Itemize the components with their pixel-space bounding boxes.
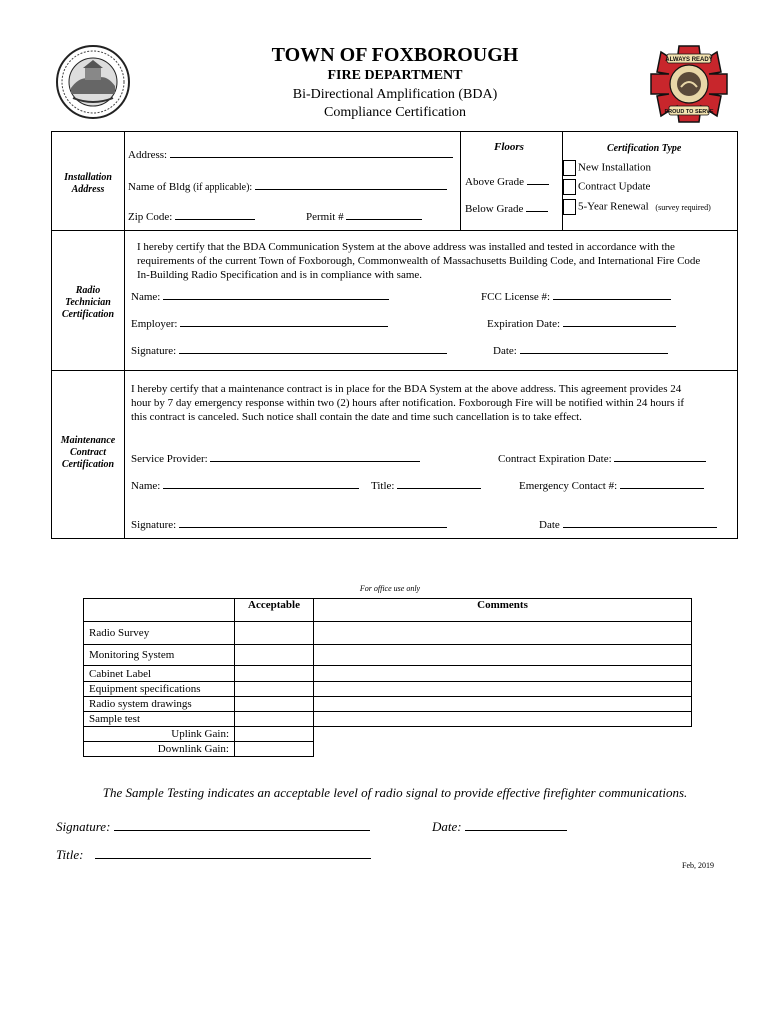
- technician-name-field[interactable]: Name:: [131, 288, 389, 303]
- checkbox-icon[interactable]: [563, 179, 576, 195]
- zip-code-field[interactable]: Zip Code:: [128, 208, 255, 223]
- office-use-caption: For office use only: [359, 584, 421, 593]
- table-row: [84, 727, 692, 742]
- service-provider-field[interactable]: Service Provider:: [131, 450, 420, 465]
- row-label: Downlink Gain:: [84, 742, 235, 757]
- contract-update-checkbox[interactable]: Contract Update: [563, 179, 650, 195]
- row-label: Monitoring System: [84, 645, 235, 666]
- checkbox-icon[interactable]: [563, 199, 576, 215]
- checkbox-icon[interactable]: [563, 160, 576, 176]
- table-header-cell: [84, 599, 235, 622]
- acceptable-cell[interactable]: [235, 682, 314, 697]
- row-label: Uplink Gain:: [84, 727, 235, 742]
- acceptable-cell[interactable]: [235, 712, 314, 727]
- page-title: TOWN OF FOXBOROUGH: [271, 44, 519, 66]
- contract-date-field[interactable]: Date: [539, 516, 717, 531]
- above-grade-field[interactable]: Above Grade: [465, 173, 549, 188]
- reviewer-date-field[interactable]: Date:: [432, 818, 567, 835]
- acceptable-cell[interactable]: [235, 697, 314, 712]
- row-label: Radio system drawings: [84, 697, 235, 712]
- acceptable-cell[interactable]: [235, 742, 314, 757]
- form-subtitle-2: Compliance Certification: [324, 105, 466, 120]
- radio-technician-statement: I hereby certify that the BDA Communication System at the above address was installed and tested in accordance with the requirements of the current Town of Foxborough, Commonwealth of Massachusetts Building Code, and International Fire Code In-Building Radio Specification and is in compliance with same.: [137, 241, 701, 281]
- technician-signature-field[interactable]: Signature:: [131, 342, 447, 357]
- license-expiration-field[interactable]: Expiration Date:: [487, 315, 676, 330]
- installation-section-label: Installation Address: [64, 172, 112, 195]
- contract-title-field[interactable]: Title:: [371, 477, 481, 492]
- employer-field[interactable]: Employer:: [131, 315, 388, 330]
- row-label: Cabinet Label: [84, 666, 235, 682]
- reviewer-signature-field[interactable]: Signature:: [56, 818, 370, 835]
- reviewer-title-field[interactable]: Title:: [56, 846, 371, 863]
- contract-name-field[interactable]: Name:: [131, 477, 359, 492]
- comments-cell[interactable]: [314, 712, 692, 727]
- table-row: [84, 682, 692, 697]
- floors-header: Floors: [494, 141, 524, 153]
- acceptable-cell[interactable]: [235, 666, 314, 682]
- acceptable-column-header: Acceptable: [235, 599, 314, 622]
- row-label: Equipment specifications: [84, 682, 235, 697]
- certification-type-header: Certification Type: [607, 143, 682, 154]
- maintenance-section-label: Maintenance Contract Certification: [60, 435, 116, 470]
- maintenance-statement: I hereby certify that a maintenance contract is in place for the BDA System at the above address. This agreement provides 24 hour by 7 day emergency response within two (2) hours after notification. Foxborough Fire will be notified within 24 hours if this contract is canceled. Such notice shall contain the date and time such cancellation is to take effect.: [131, 383, 685, 423]
- empty-cell: [314, 742, 692, 757]
- table-row: [84, 697, 692, 712]
- five-year-renewal-checkbox[interactable]: 5-Year Renewal (survey required): [563, 199, 711, 215]
- comments-cell[interactable]: [314, 666, 692, 682]
- comments-cell[interactable]: [314, 645, 692, 666]
- contract-expiration-field[interactable]: Contract Expiration Date:: [498, 450, 706, 465]
- revision-date: Feb, 2019: [682, 861, 714, 870]
- table-row: [84, 742, 692, 757]
- permit-field[interactable]: Permit #: [306, 208, 422, 223]
- acceptable-cell[interactable]: [235, 645, 314, 666]
- new-installation-checkbox[interactable]: New Installation: [563, 160, 651, 176]
- table-row: [84, 622, 692, 645]
- sample-testing-statement: The Sample Testing indicates an acceptable level of radio signal to provide effective firefighter communications.: [102, 785, 688, 800]
- row-label: Sample test: [84, 712, 235, 727]
- comments-column-header: Comments: [314, 599, 692, 622]
- department-title: FIRE DEPARTMENT: [327, 68, 463, 83]
- table-row: [84, 645, 692, 666]
- building-name-field[interactable]: Name of Bldg (if applicable):: [128, 178, 447, 193]
- fcc-license-field[interactable]: FCC License #:: [481, 288, 671, 303]
- comments-cell[interactable]: [314, 682, 692, 697]
- acceptable-cell[interactable]: [235, 727, 314, 742]
- badge-top-text: ALWAYS READY: [665, 57, 713, 63]
- radio-technician-section-label: Radio Technician Certification: [61, 285, 115, 320]
- empty-cell: [314, 727, 692, 742]
- office-review-table: [83, 598, 692, 757]
- contract-signature-field[interactable]: Signature:: [131, 516, 447, 531]
- address-field[interactable]: Address:: [128, 146, 453, 161]
- comments-cell[interactable]: [314, 697, 692, 712]
- table-row: [84, 666, 692, 682]
- technician-date-field[interactable]: Date:: [493, 342, 668, 357]
- row-label: Radio Survey: [84, 622, 235, 645]
- badge-bottom-text: PROUD TO SERVE: [664, 109, 714, 115]
- form-subtitle-1: Bi-Directional Amplification (BDA): [292, 87, 498, 102]
- acceptable-cell[interactable]: [235, 622, 314, 645]
- below-grade-field[interactable]: Below Grade: [465, 200, 548, 215]
- comments-cell[interactable]: [314, 622, 692, 645]
- emergency-contact-field[interactable]: Emergency Contact #:: [519, 477, 704, 492]
- table-row: [84, 712, 692, 727]
